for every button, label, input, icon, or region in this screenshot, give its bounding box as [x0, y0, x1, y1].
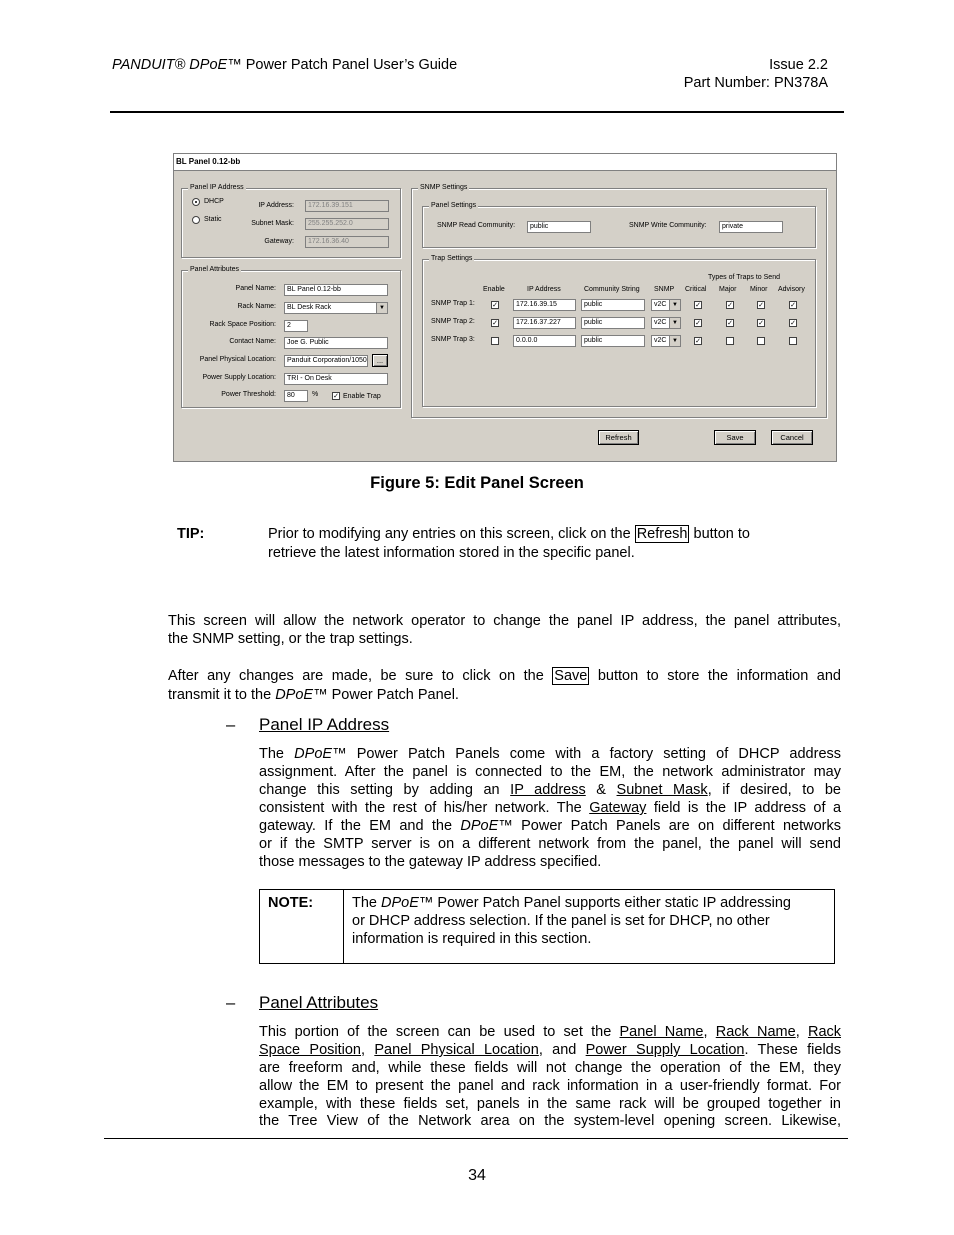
physical-location-field[interactable]: Panduit Corporation/1050 — [284, 355, 368, 367]
panel-attributes-heading: Panel Attributes — [259, 993, 379, 1012]
trap-community-field[interactable]: public — [581, 335, 645, 347]
col-snmp: SNMP — [654, 286, 675, 293]
rack-name-label: Rack Name: — [237, 303, 276, 310]
panel-settings-legend: Panel Settings — [431, 202, 477, 209]
trap-critical-checkbox[interactable]: ✓ — [695, 302, 701, 309]
figure-caption: Figure 5: Edit Panel Screen — [370, 474, 584, 492]
gateway-field[interactable]: 172.16.36.40 — [305, 236, 389, 248]
trap-settings-group — [422, 255, 816, 407]
edit-panel-dialog — [173, 153, 837, 462]
bullet-dash-2: – — [226, 994, 236, 1012]
gateway-label: Gateway: — [264, 238, 294, 245]
snmp-settings-legend: SNMP Settings — [420, 184, 468, 191]
snmp-settings-group — [411, 184, 827, 418]
ip-para-l4: consistent with the rest of his/her network. The Gateway field is the IP address of a — [259, 800, 842, 816]
bullet-dash: – — [226, 716, 236, 734]
trap-community-field[interactable]: public — [581, 299, 645, 311]
static-label: Static — [204, 216, 222, 223]
panel-name-field[interactable]: BL Panel 0.12-bb — [284, 284, 388, 296]
percent-label: % — [312, 391, 319, 398]
enable-trap-checkbox[interactable]: ✓ — [333, 393, 339, 400]
note-divider — [343, 890, 344, 963]
read-community-field[interactable]: public — [527, 221, 591, 233]
trap-major-checkbox[interactable]: ✓ — [727, 320, 733, 327]
trap-snmp-value: v2C — [654, 337, 667, 344]
write-community-field[interactable]: private — [719, 221, 783, 233]
refresh-button[interactable]: Refresh — [598, 430, 639, 445]
running-header-title: PANDUIT® DPoE™ Power Patch Panel User’s Guide — [112, 57, 458, 73]
col-major: Major — [719, 286, 737, 293]
attr-para-l2: Space Position, Panel Physical Location, and Power Supply Location. These fields — [259, 1042, 841, 1058]
trap-community-field[interactable]: public — [581, 317, 645, 329]
trap-critical-checkbox[interactable]: ✓ — [695, 338, 701, 345]
rack-space-label: Rack Space Position: — [209, 321, 276, 328]
ip-para-l7: those messages to the gateway IP address specified. — [259, 854, 602, 870]
attr-para-l1: This portion of the screen can be used to set the Panel Name, Rack Name, Rack — [259, 1024, 842, 1040]
subnet-mask-field[interactable]: 255.255.252.0 — [305, 218, 389, 230]
tip-text: Prior to modifying any entries on this screen, click on the Refresh button to — [268, 526, 750, 542]
rack-space-field[interactable]: 2 — [284, 320, 308, 332]
trap-major-checkbox[interactable] — [726, 337, 734, 345]
trap-snmp-dropdown[interactable] — [651, 299, 681, 311]
chevron-down-icon[interactable]: ▼ — [669, 336, 680, 346]
col-critical: Critical — [685, 286, 707, 293]
col-ip-address: IP Address — [527, 286, 561, 293]
note-label: NOTE: — [268, 895, 314, 911]
col-community: Community String — [584, 286, 640, 293]
chevron-down-icon[interactable]: ▼ — [376, 303, 387, 313]
ip-para-l5: gateway. If the EM and the DPoE™ Power Patch Panels are on different networks — [259, 818, 841, 834]
trap-enable-checkbox[interactable]: ✓ — [492, 320, 498, 327]
power-supply-label: Power Supply Location: — [202, 374, 276, 381]
trap-advisory-checkbox[interactable]: ✓ — [790, 302, 796, 309]
ip-address-field[interactable]: 172.16.39.151 — [305, 200, 389, 212]
note-line1: The DPoE™ Power Patch Panel supports either static IP addressing — [352, 895, 791, 911]
trap-label: SNMP Trap 3: — [431, 336, 475, 343]
static-radio[interactable] — [192, 216, 200, 224]
panel-attributes-legend: Panel Attributes — [190, 266, 240, 273]
chevron-down-icon[interactable]: ▼ — [669, 300, 680, 310]
attr-para-l6: the Tree View of the Network area on the system-level opening screen. Likewise, — [259, 1113, 841, 1129]
trap-snmp-value: v2C — [654, 319, 667, 326]
attr-para-l4: allow the EM to present the panel and rack information in a user-friendly format. For — [259, 1078, 841, 1094]
power-threshold-label: Power Threshold: — [221, 391, 276, 398]
dhcp-label: DHCP — [204, 198, 224, 205]
chevron-down-icon[interactable]: ▼ — [669, 318, 680, 328]
browse-location-button[interactable]: ... — [372, 354, 388, 367]
intro-paragraph-line2: the SNMP setting, or the trap settings. — [168, 631, 413, 647]
panel-settings-group — [422, 202, 816, 248]
power-supply-field[interactable]: TRI - On Desk — [284, 373, 388, 385]
rack-name-value: BL Desk Rack — [287, 304, 332, 311]
note-line2: or DHCP address selection. If the panel is set for DHCP, no other — [352, 913, 770, 929]
issue-number: Issue 2.2 — [769, 57, 828, 73]
save-button[interactable]: Save — [714, 430, 756, 445]
refresh-reference: Refresh — [636, 526, 688, 542]
trap-ip-field[interactable]: 0.0.0.0 — [513, 335, 576, 347]
note-box — [259, 889, 835, 964]
save-reference: Save — [554, 668, 588, 684]
trap-minor-checkbox[interactable]: ✓ — [758, 320, 764, 327]
col-minor: Minor — [750, 286, 768, 293]
physical-location-label: Panel Physical Location: — [199, 356, 276, 363]
trap-minor-checkbox[interactable] — [757, 337, 765, 345]
ip-para-l1: The DPoE™ Power Patch Panels come with a factory setting of DHCP address — [259, 746, 842, 762]
panel-ip-legend: Panel IP Address — [190, 184, 244, 191]
power-threshold-field[interactable]: 80 — [284, 390, 308, 402]
trap-label: SNMP Trap 1: — [431, 300, 475, 307]
header-rule — [110, 111, 844, 113]
trap-label: SNMP Trap 2: — [431, 318, 475, 325]
trap-snmp-dropdown[interactable] — [651, 335, 681, 347]
dialog-title: BL Panel 0.12-bb — [174, 154, 836, 171]
col-advisory: Advisory — [778, 286, 805, 293]
trap-settings-legend: Trap Settings — [431, 255, 473, 262]
save-paragraph-line2: transmit it to the DPoE™ Power Patch Panel. — [168, 687, 459, 703]
trap-ip-field[interactable]: 172.16.37.227 — [513, 317, 576, 329]
trap-enable-checkbox[interactable]: ✓ — [492, 302, 498, 309]
trap-ip-field[interactable]: 172.16.39.15 — [513, 299, 576, 311]
contact-name-label: Contact Name: — [229, 338, 276, 345]
note-line3: information is required in this section. — [352, 931, 592, 947]
ip-para-l2: assignment. After the panel is connected to the EM, the network administrator may — [259, 764, 841, 780]
subnet-mask-label: Subnet Mask: — [251, 220, 294, 227]
col-enable: Enable — [483, 286, 505, 293]
trap-minor-checkbox[interactable]: ✓ — [758, 302, 764, 309]
ip-para-l3: change this setting by adding an IP address & Subnet Mask, if desired, to be — [259, 782, 841, 798]
enable-trap-label: Enable Trap — [343, 393, 381, 400]
save-paragraph-line1: After any changes are made, be sure to click on the Save button to store the information and — [168, 668, 841, 684]
attr-para-l3: are freeform and, while these fields will not change the operation of the EM, they — [259, 1060, 841, 1076]
trap-advisory-checkbox[interactable]: ✓ — [790, 320, 796, 327]
trap-advisory-checkbox[interactable] — [789, 337, 797, 345]
trap-snmp-value: v2C — [654, 301, 667, 308]
trap-enable-checkbox[interactable] — [491, 337, 499, 345]
panel-attributes-group — [181, 266, 401, 408]
ip-address-label: IP Address: — [258, 202, 294, 209]
page-number: 34 — [468, 1167, 486, 1184]
trap-snmp-dropdown[interactable] — [651, 317, 681, 329]
part-number: Part Number: PN378A — [683, 75, 828, 91]
trap-critical-checkbox[interactable]: ✓ — [695, 320, 701, 327]
read-community-label: SNMP Read Community: — [437, 222, 516, 229]
attr-para-l5: example, with these fields set, panels in the same rack will be grouped together in — [259, 1096, 841, 1112]
tip-text-line2: retrieve the latest information stored in the specific panel. — [268, 545, 635, 561]
panel-name-label: Panel Name: — [235, 285, 276, 292]
panel-ip-group — [181, 184, 401, 258]
contact-name-field[interactable]: Joe G. Public — [284, 337, 388, 349]
cancel-button[interactable]: Cancel — [771, 430, 813, 445]
types-of-traps-label: Types of Traps to Send — [708, 274, 780, 281]
footer-rule — [104, 1138, 848, 1139]
tip-label: TIP: — [177, 526, 205, 542]
trap-major-checkbox[interactable]: ✓ — [727, 302, 733, 309]
intro-paragraph-line1: This screen will allow the network operator to change the panel IP address, the panel attributes, — [168, 613, 841, 629]
rack-name-dropdown[interactable] — [284, 302, 388, 314]
panel-ip-heading: Panel IP Address — [259, 715, 390, 734]
ip-para-l6: or if the SMTP server is on a different network from the panel, the panel will send — [259, 836, 841, 852]
write-community-label: SNMP Write Community: — [629, 222, 707, 229]
dhcp-radio[interactable] — [192, 198, 200, 206]
